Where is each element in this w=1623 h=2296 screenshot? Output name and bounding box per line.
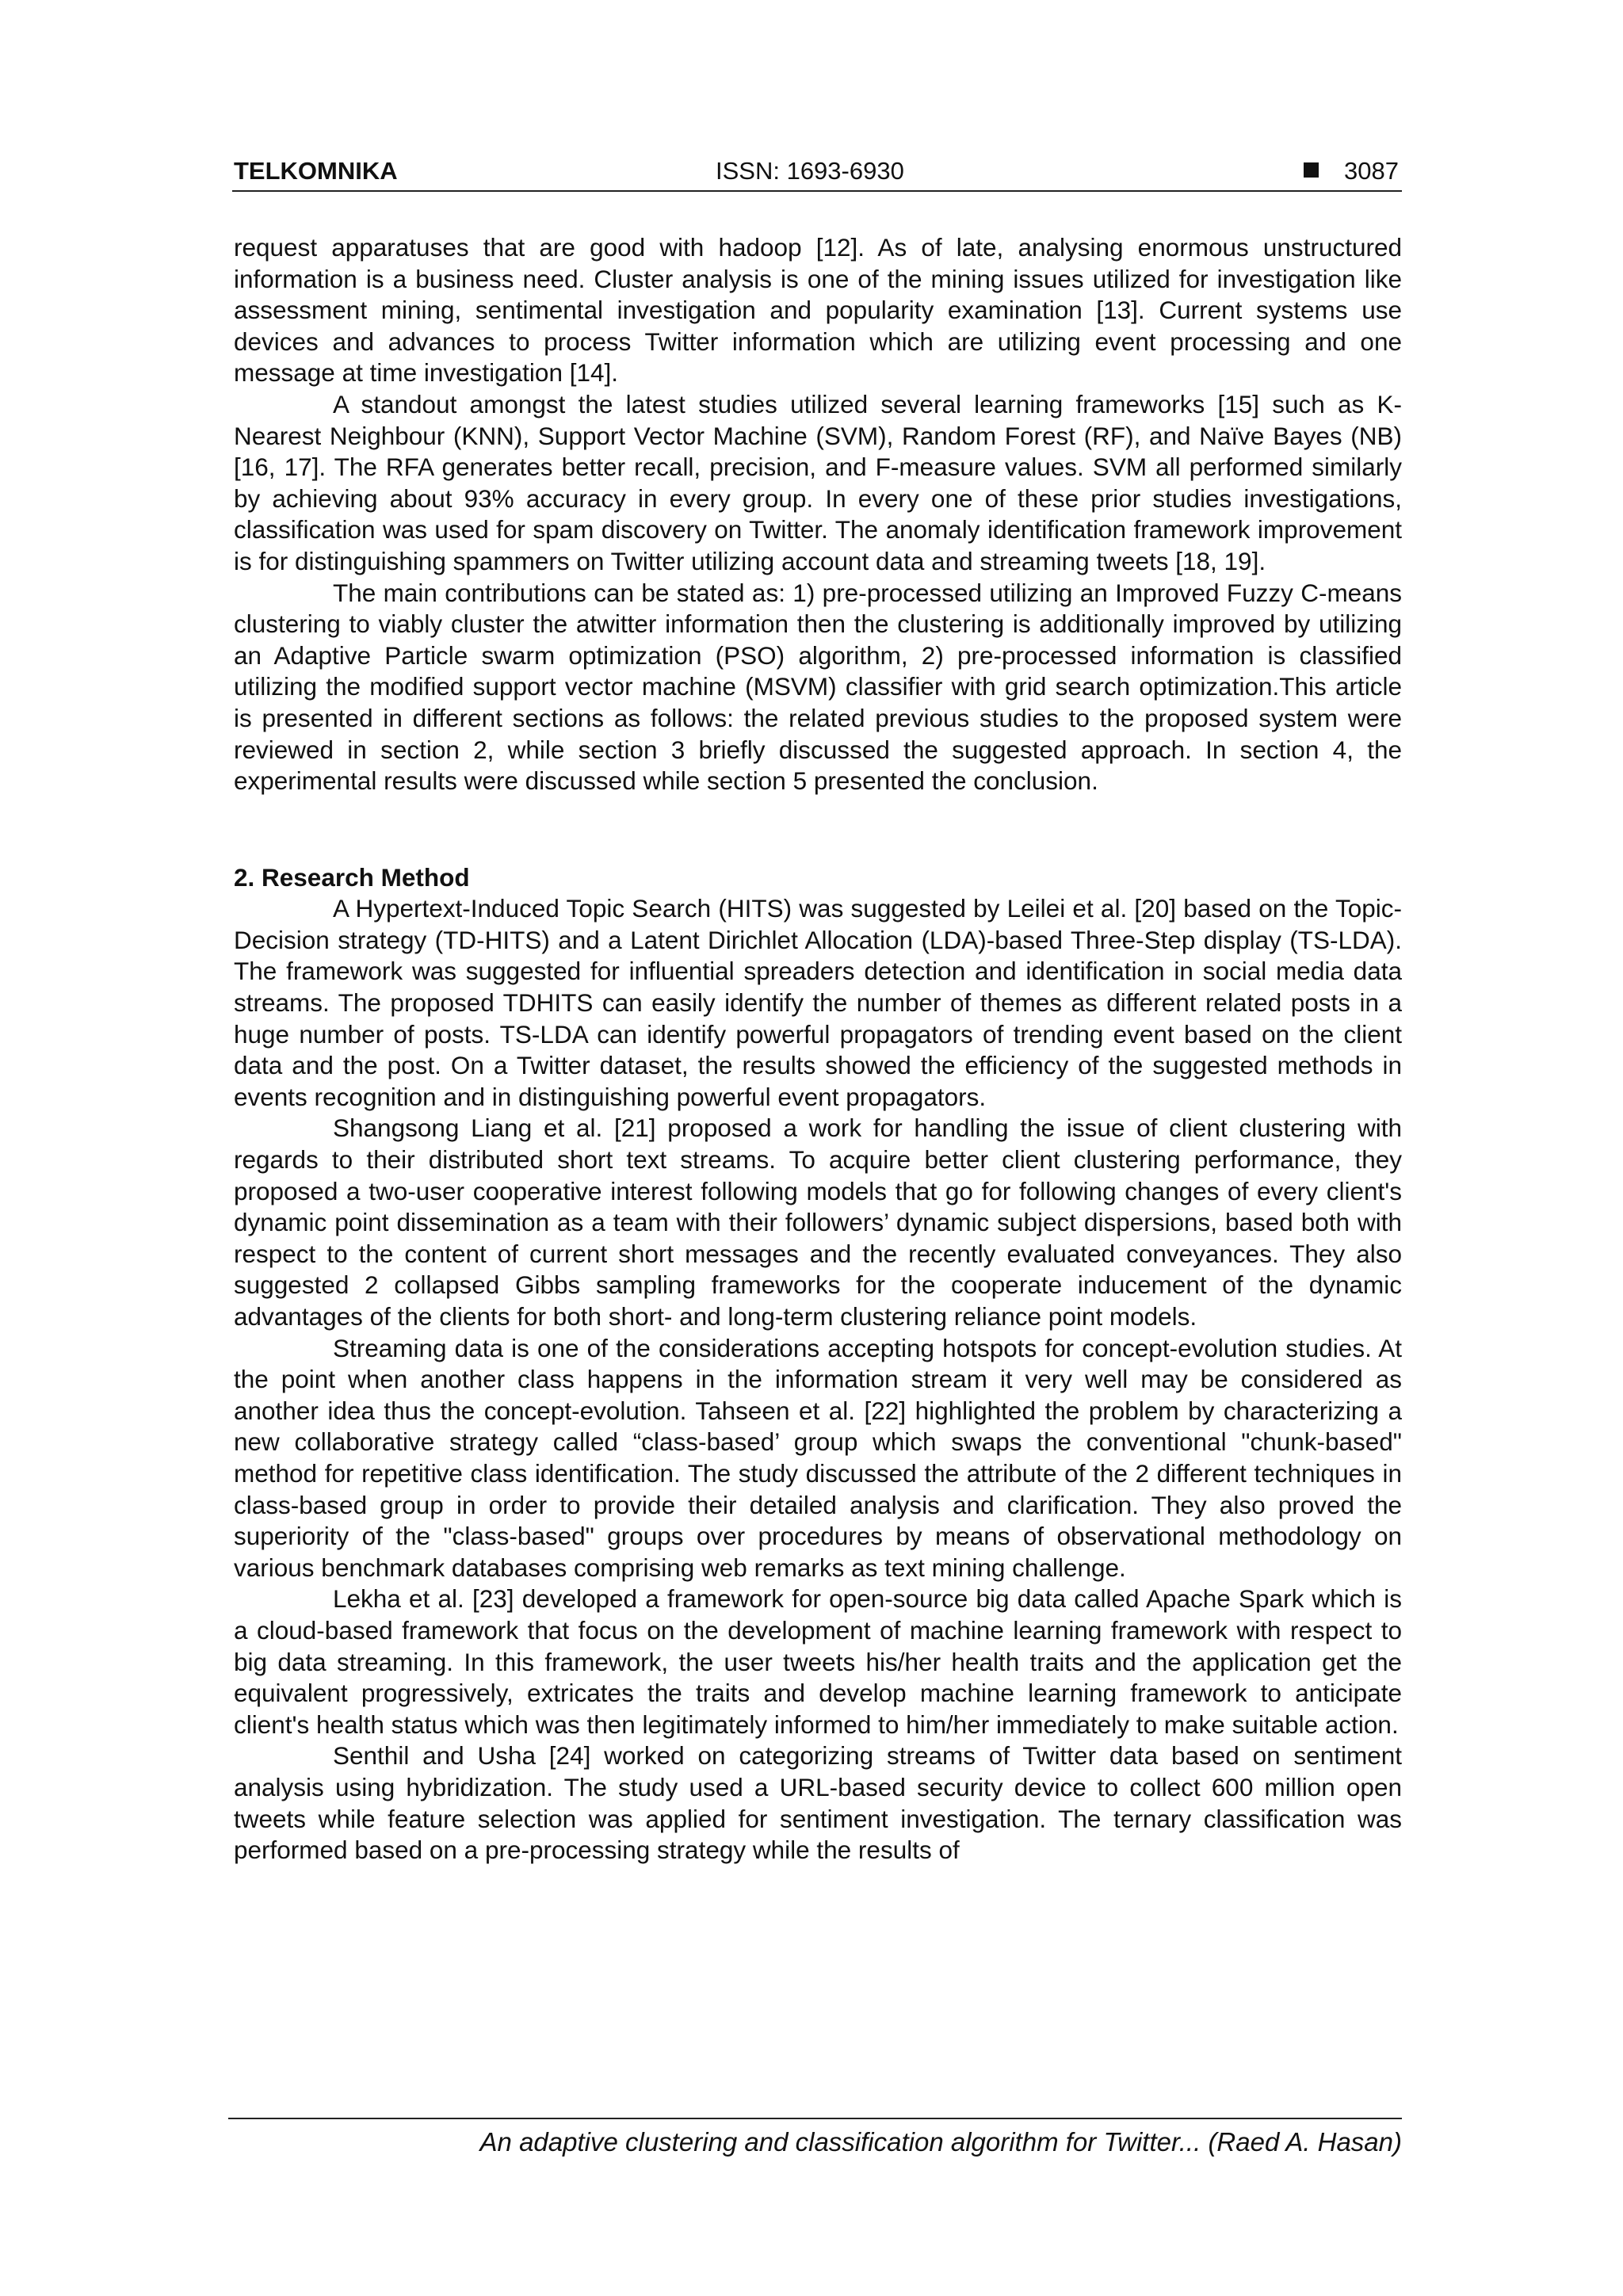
paragraph-method-1: A Hypertext-Induced Topic Search (HITS) was suggested by Leilei et al. [20] based on the Topic-Decision strategy (TD-HITS) and a Latent Dirichlet Allocation (LDA)-based Three-Step display (TS-LDA). The framework was suggested for influential spreaders detection and identification in social media data streams. The proposed TDHITS can easily identify the number of themes as different related posts in a huge number of posts. TS-LDA can identify powerful propagators of trending event based on the client data and the post. On a Twitter dataset, the results showed the efficiency of the suggested methods in events recognition and in distinguishing powerful event propagators. [234,894,1402,1111]
square-bullet-icon [1304,162,1319,178]
page-footer [228,2118,1402,2157]
paragraph-intro-3: The main contributions can be stated as: 1) pre-processed utilizing an Improved Fuzzy C-means clustering to viably cluster the atwitter information then the clustering is additionally improved by utilizing an Adaptive Particle swarm optimization (PSO) algorithm, 2) pre-processed information is classified utilizing the modified support vector machine (MSVM) classifier with grid search optimization.This article is presented in different sections as follows: the related previous studies to the proposed system were reviewed in section 2, while section 3 briefly discussed the suggested approach. In section 4, the experimental results were discussed while section 5 presented the conclusion. [234,578,1402,796]
paragraph-method-2: Shangsong Liang et al. [21] proposed a work for handling the issue of client clustering with regards to their distributed short text streams. To acquire better client clustering performance, they proposed a two-user cooperative interest following models that go for following changes of every client's dynamic point dissemination as a team with their followers’ dynamic subject dispersions, based both with respect to the content of current short messages and the recently evaluated conveyances. They also suggested 2 collapsed Gibbs sampling frameworks for the cooperate inducement of the dynamic advantages of the clients for both short- and long-term clustering reliance point models. [234,1114,1402,1331]
paragraph-intro-2: A standout amongst the latest studies utilized several learning frameworks [15] such as K-Nearest Neighbour (KNN), Support Vector Machine (SVM), Random Forest (RF), and Naïve Bayes (NB) [16, 17]. The RFA generates better recall, precision, and F-measure values. SVM all performed similarly by achieving about 93% accuracy in every group. In every one of these prior studies investigations, classification was used for spam discovery on Twitter. The anomaly identification framework improvement is for distinguishing spammers on Twitter utilizing account data and streaming tweets [18, 19]. [234,389,1402,575]
section-heading: 2. Research Method [234,862,470,892]
paragraph-method-3: Streaming data is one of the considerations accepting hotspots for concept-evolution studies. At the point when another class happens in the information stream it very well may be considered as another idea thus the concept-evolution. Tahseen et al. [22] highlighted the problem by characterizing a new collaborative strategy called “class-based’ group which swaps the conventional "chunk-based" method for repetitive class identification. The study discussed the attribute of the 2 different techniques in class-based group in order to provide their detailed analysis and clarification. They also proved the superiority of the "class-based" groups over procedures by means of observational methodology on various benchmark databases comprising web remarks as text mining challenge. [234,1333,1402,1582]
paragraph-method-5: Senthil and Usha [24] worked on categorizing streams of Twitter data based on sentiment analysis using hybridization. The study used a URL-based security device to collect 600 million open tweets while feature selection was applied for sentiment investigation. The ternary classification was performed based on a pre-processing strategy while the results of [234,1741,1402,1865]
page-header [232,155,1402,192]
running-title: An adaptive clustering and classification algorithm for Twitter... (Raed A. Hasan) [479,2127,1402,2157]
journal-name: TELKOMNIKA [234,157,398,185]
paragraph-method-4: Lekha et al. [23] developed a framework for open-source big data called Apache Spark which is a cloud-based framework that focus on the development of machine learning framework with respect to big data streaming. In this framework, the user tweets his/her health traits and the application get the equivalent progressively, extricates the traits and develop machine learning framework to anticipate client's health status which was then legitimately informed to him/her immediately to make suitable action. [234,1584,1402,1739]
page-number-block [1304,157,1399,185]
issn: ISSN: 1693-6930 [716,157,904,185]
page-number: 3087 [1344,157,1399,185]
body-text [234,232,1402,1866]
paragraph-intro-1: request apparatuses that are good with hadoop [12]. As of late, analysing enormous unstructured information is a business need. Cluster analysis is one of the mining issues utilized for investigation like assessment mining, sentimental investigation and popularity examination [13]. Current systems use devices and advances to process Twitter information which are utilizing event processing and one message at time investigation [14]. [234,233,1402,388]
